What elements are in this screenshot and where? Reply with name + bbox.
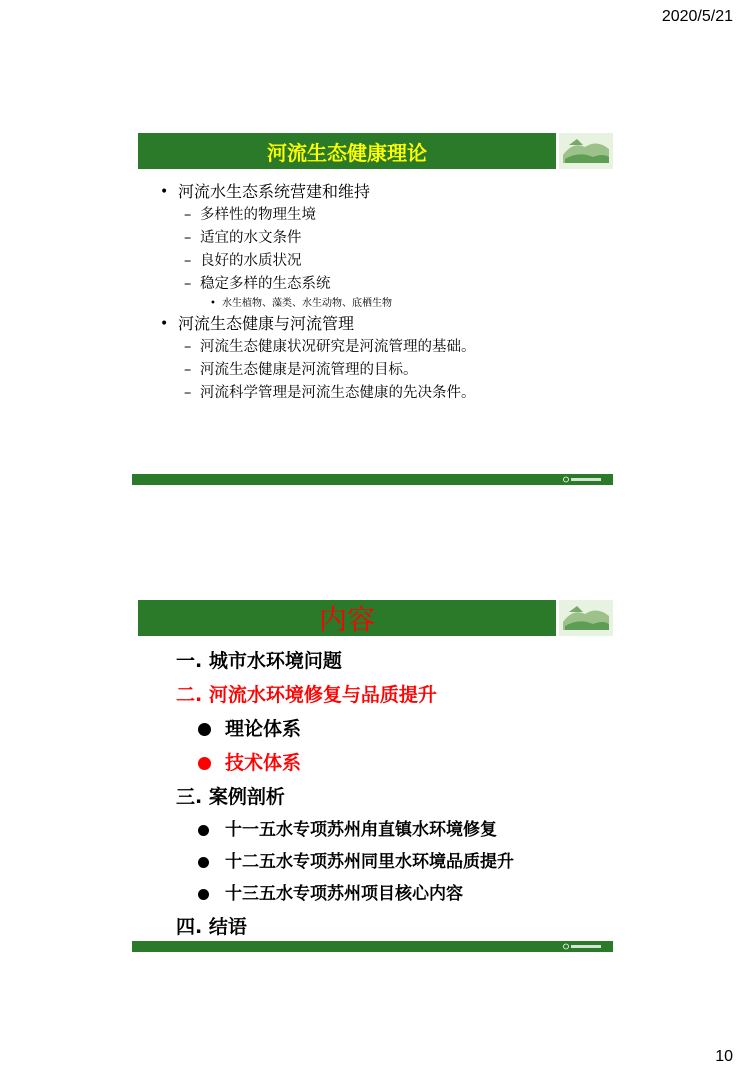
outline-subitem: 理论体系 <box>176 712 514 746</box>
bullet-dot-icon <box>198 723 211 736</box>
slide-1 <box>132 133 613 485</box>
slide-1-content <box>160 180 476 405</box>
bullet-dot-icon <box>198 825 209 836</box>
slide-1-title: 河流生态健康理论 <box>267 140 427 165</box>
outline-heading-4: 四. 结语 <box>176 916 247 938</box>
page-number: 10 <box>715 1048 733 1065</box>
list-item: • 水生植物、藻类、水生动物、底栖生物 <box>210 298 392 309</box>
slide-2-content <box>176 644 514 944</box>
university-logo-icon <box>563 943 603 950</box>
outline-subitem: 十三五水专项苏州项目核心内容 <box>176 878 514 910</box>
slide-2-title-bar <box>138 600 556 636</box>
slide-1-footer-bar <box>132 474 613 485</box>
bullet-dot-icon <box>198 857 209 868</box>
outline-subitem: 十一五水专项苏州甪直镇水环境修复 <box>176 814 514 846</box>
outline-heading-3: 三. 案例剖析 <box>176 786 285 808</box>
list-item: – 河流科学管理是河流生态健康的先决条件。 <box>184 385 476 401</box>
list-item: • 河流水生态系统营建和维持 <box>160 182 371 201</box>
slide-2-title: 内容 <box>318 603 375 636</box>
slide-2-footer-bar <box>132 941 613 952</box>
bullet-dot-icon <box>198 757 211 770</box>
list-item: – 适宜的水文条件 <box>184 230 302 246</box>
slide-1-title-bar <box>138 133 556 169</box>
outline-heading-1: 一. 城市水环境问题 <box>176 650 342 672</box>
outline-subitem: 技术体系 <box>176 746 514 780</box>
list-item: – 稳定多样的生态系统 <box>184 276 331 292</box>
list-item: – 多样性的物理生境 <box>184 207 316 223</box>
list-item: • 河流生态健康与河流管理 <box>160 314 355 333</box>
list-item: – 良好的水质状况 <box>184 253 302 269</box>
river-landscape-logo-icon <box>559 133 613 169</box>
outline-subitem: 十二五水专项苏州同里水环境品质提升 <box>176 846 514 878</box>
slide-2 <box>132 600 613 952</box>
list-item: – 河流生态健康是河流管理的目标。 <box>184 362 418 378</box>
university-logo-icon <box>563 476 603 483</box>
list-item: – 河流生态健康状况研究是河流管理的基础。 <box>184 339 476 355</box>
river-landscape-logo-icon <box>559 600 613 636</box>
outline-heading-2: 二. 河流水环境修复与品质提升 <box>176 684 437 706</box>
print-date: 2020/5/21 <box>661 8 733 25</box>
bullet-dot-icon <box>198 889 209 900</box>
